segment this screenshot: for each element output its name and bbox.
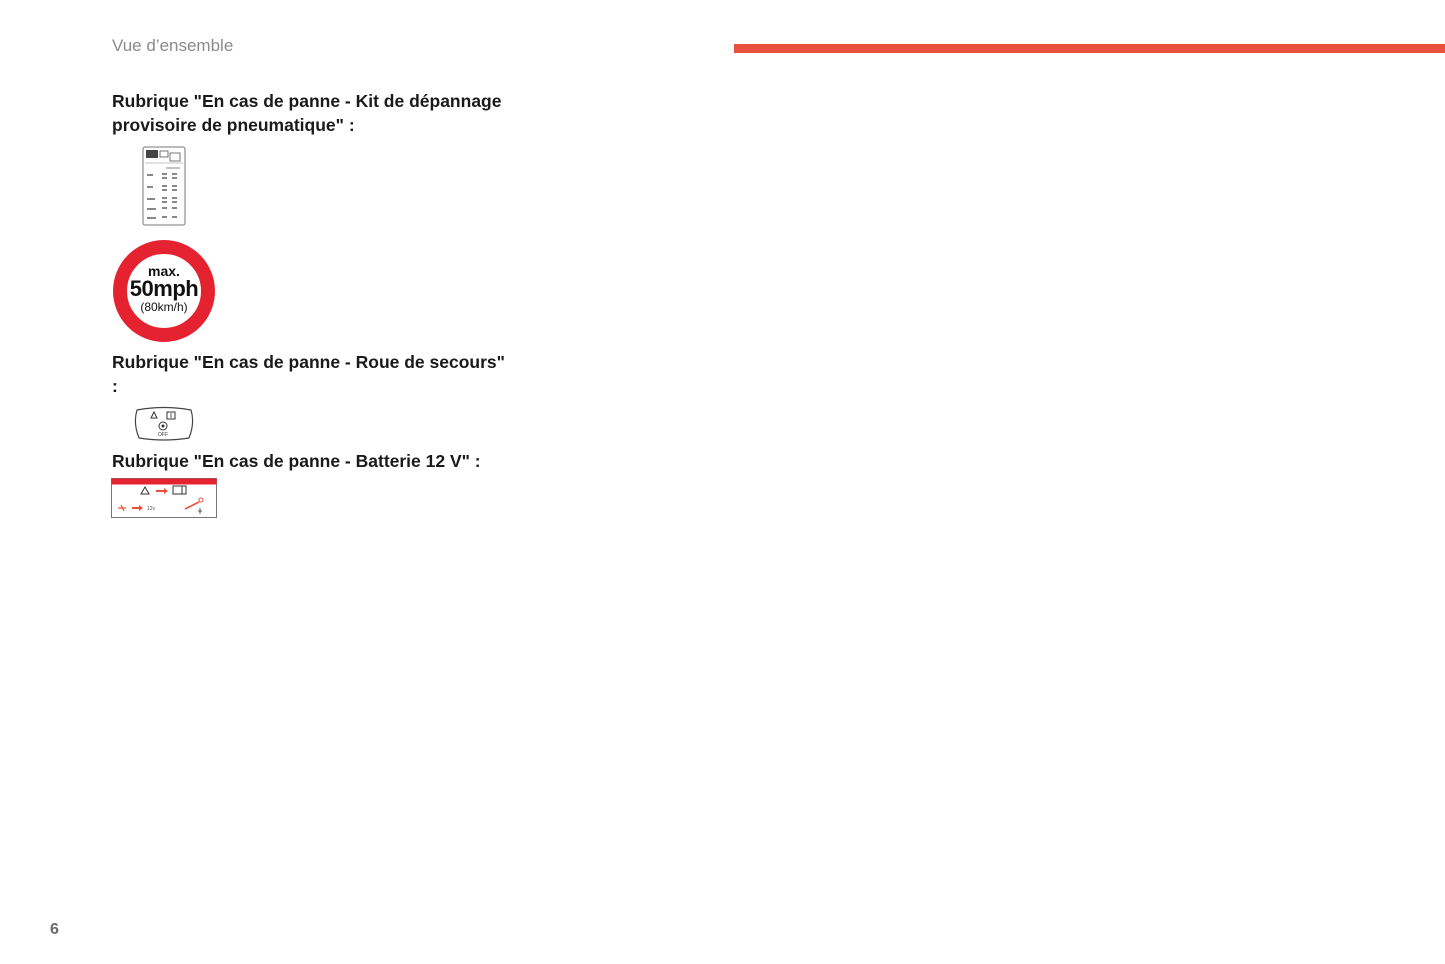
section-heading-tyre-kit: Rubrique "En cas de panne - Kit de dépannage provisoire de pneumatique" : (112, 91, 502, 135)
battery-label-voltage-text: 12v (147, 506, 156, 512)
page-section-title: Vue d’ensemble (112, 36, 234, 55)
speed-sign-mph-value: 50mph (129, 276, 199, 301)
spare-label-off-text: OFF (158, 432, 168, 438)
tyre-pressure-label-icon (142, 146, 186, 226)
speed-sign-kmh-value: (80km/h) (140, 300, 188, 314)
section-heading-battery: Rubrique "En cas de panne - Batterie 12 V" : (112, 451, 481, 471)
header-accent-bar (734, 44, 1445, 53)
section-heading-spare-wheel: Rubrique "En cas de panne - Roue de secours" : (112, 352, 505, 396)
speed-limit-sign (112, 239, 216, 343)
page-number: 6 (50, 921, 59, 938)
battery-12v-label-icon (111, 478, 217, 518)
spare-wheel-label-icon (133, 405, 195, 443)
speed-sign-max-label: max. (148, 263, 180, 279)
